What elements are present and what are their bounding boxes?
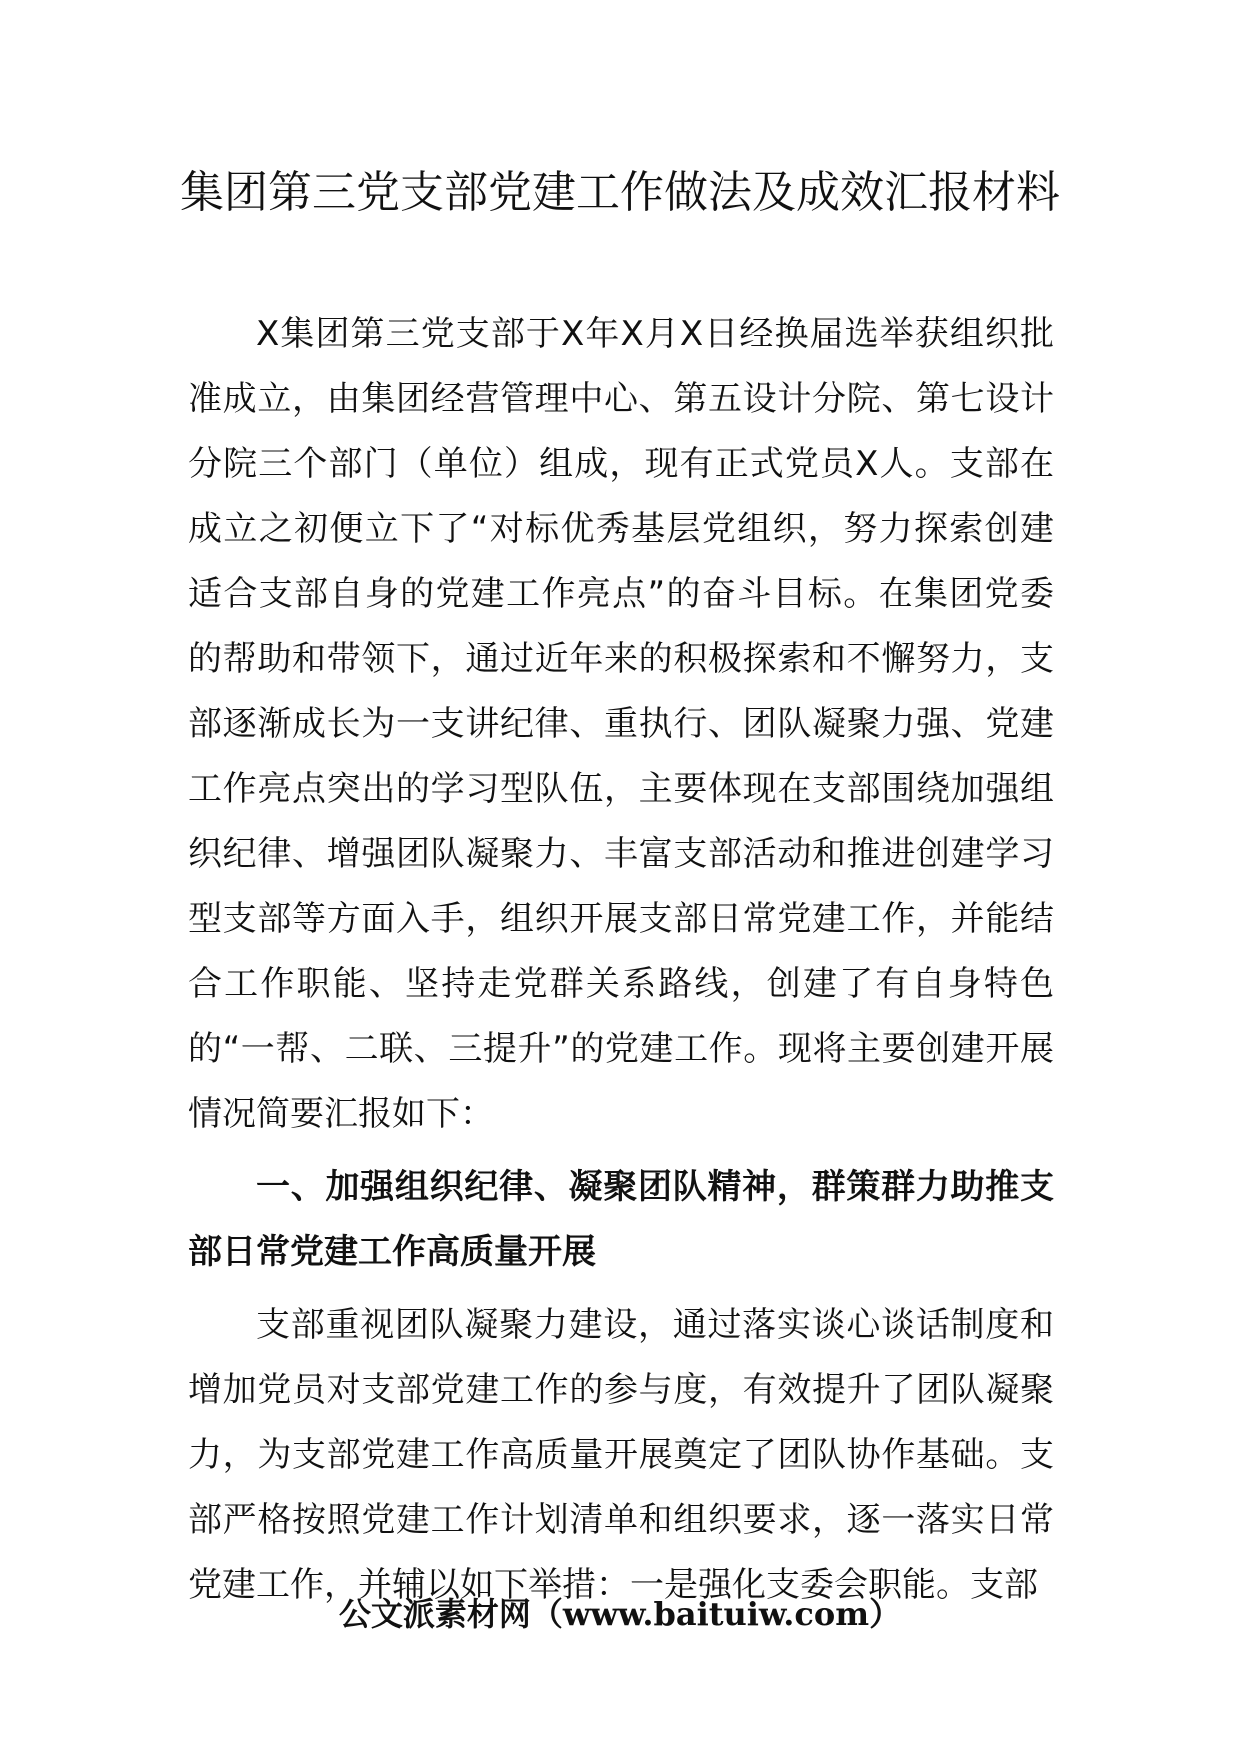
document-title: 集团第三党支部党建工作做法及成效汇报材料	[180, 167, 1060, 218]
section-heading-1: 一、加强组织纪律、凝聚团队精神，群策群力助推支部日常党建工作高质量开展	[188, 1167, 1054, 1272]
intro-paragraph: X集团第三党支部于X年X月X日经换届选举获组织批准成立，由集团经营管理中心、第五设计分院、第七设计分院三个部门（单位）组成，现有正式党员X人。支部在成立之初便立下了“对标优秀基层党组织，努力探索创建适合支部自身的党建工作亮点”的奋斗目标。在集团党委的帮助和带领下，通过近年来的积极探索和不懈努力，支部逐渐成长为一支讲纪律、重执行、团队凝聚力强、党建工作亮点突出的学习型队伍，主要体现在支部围绕加强组织纪律、增强团队凝聚力、丰富支部活动和推进创建学习型支部等方面入手，组织开展支部日常党建工作，并能结合工作职能、坚持走党群关系路线，创建了有自身特色的“一帮、二联、三提升”的党建工作。现将主要创建开展情况简要汇报如下：	[188, 314, 1054, 1134]
section-1-paragraph: 支部重视团队凝聚力建设，通过落实谈心谈话制度和增加党员对支部党建工作的参与度，有效提升了团队凝聚力，为支部党建工作高质量开展奠定了团队协作基础。支部严格按照党建工作计划清单和组织要求，逐一落实日常党建工作，并辅以如下举措：一是强化支委会职能。支部	[188, 1305, 1054, 1605]
document-body	[188, 302, 1054, 1618]
watermark-footer: 公文派素材网（www.baituiw.com）	[338, 1595, 902, 1633]
